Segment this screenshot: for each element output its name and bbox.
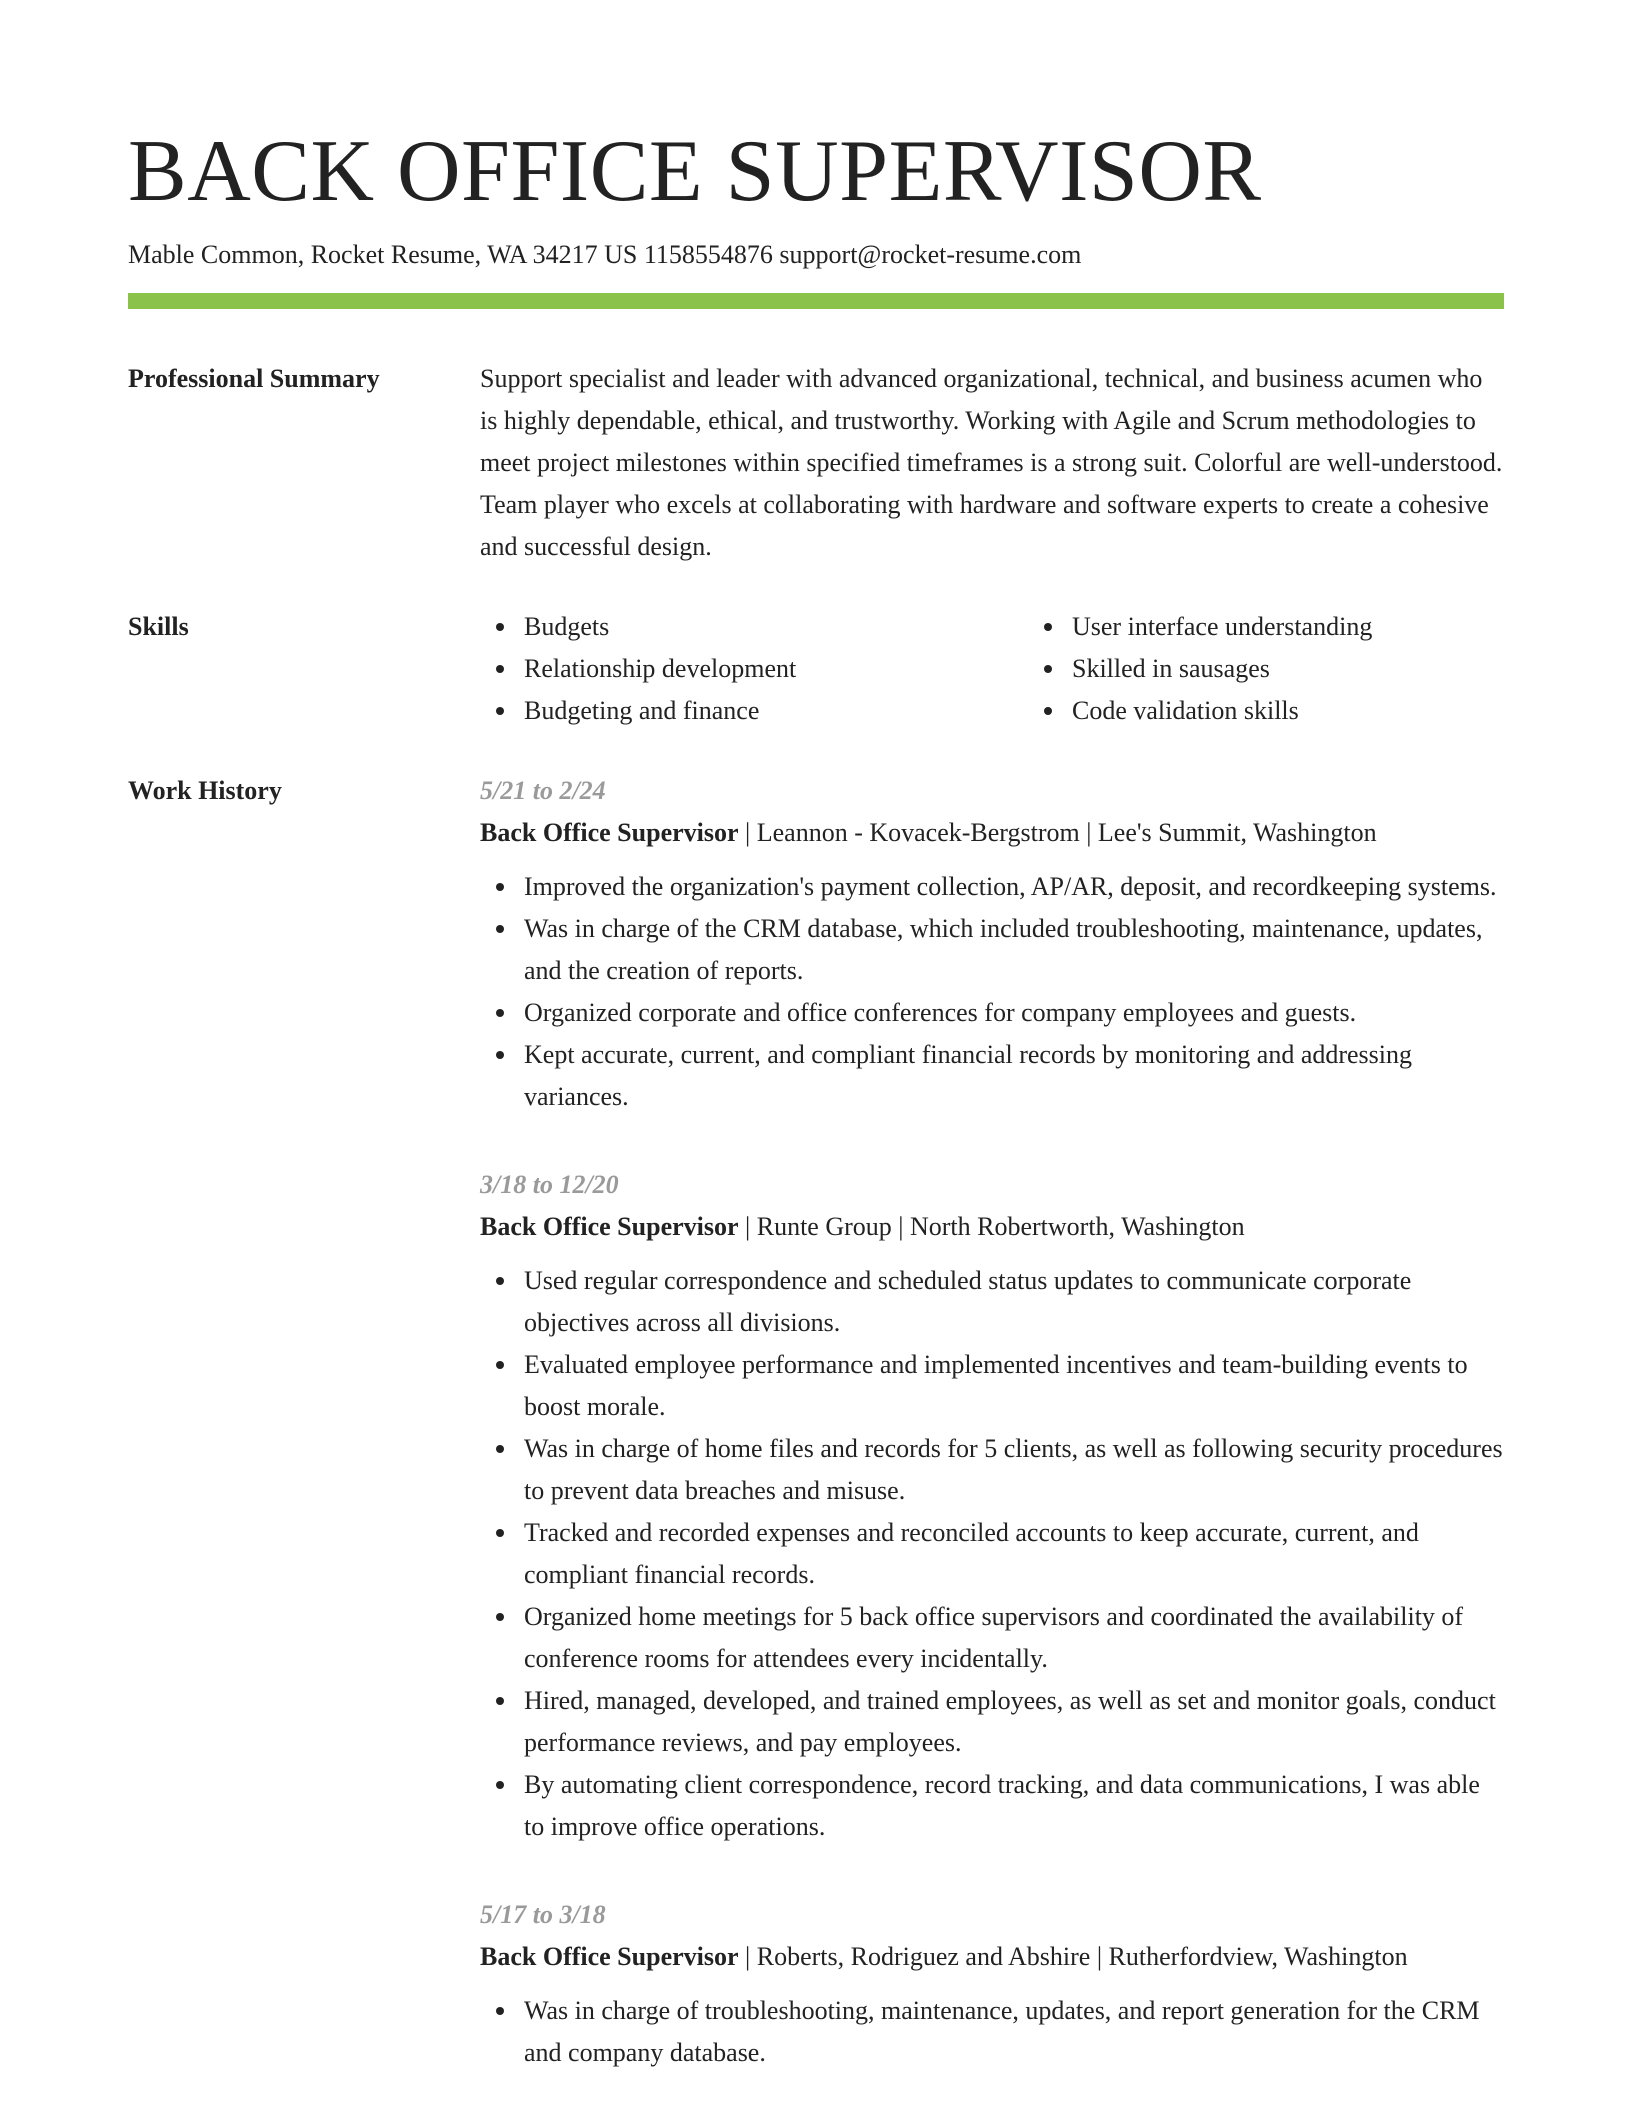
job-title: Back Office Supervisor <box>480 1942 739 1971</box>
skill-item: User interface understanding <box>1072 606 1576 648</box>
job-heading <box>480 1206 1504 1248</box>
job-bullets <box>480 1990 1504 2074</box>
job-employer-location: | Roberts, Rodriguez and Abshire | Rutherfordview, Washington <box>738 1942 1408 1971</box>
job-title: Back Office Supervisor <box>480 1212 739 1241</box>
job-bullet: Organized home meetings for 5 back office supervisors and coordinated the availability of conference rooms for attendees every incidentally. <box>524 1596 1504 1680</box>
job-bullet: Hired, managed, developed, and trained employees, as well as set and monitor goals, conduct performance reviews, and pay employees. <box>524 1680 1504 1764</box>
summary-label: Professional Summary <box>128 364 380 393</box>
job-bullet: Kept accurate, current, and compliant financial records by monitoring and addressing variances. <box>524 1034 1504 1118</box>
work-history-label: Work History <box>128 776 282 805</box>
job-entry <box>480 770 1504 1118</box>
job-bullet: Used regular correspondence and scheduled status updates to communicate corporate objectives across all divisions. <box>524 1260 1504 1344</box>
job-bullets <box>480 866 1504 1118</box>
work-history-section <box>128 770 1504 2120</box>
skills-section <box>128 606 1504 732</box>
resume-name: BACK OFFICE SUPERVISOR <box>128 123 1262 220</box>
job-bullet: Evaluated employee performance and implemented incentives and team-building events to boost morale. <box>524 1344 1504 1428</box>
job-bullet: By automating client correspondence, record tracking, and data communications, I was able to improve office operations. <box>524 1764 1504 1848</box>
skill-item: Budgeting and finance <box>524 690 1028 732</box>
skill-item: Budgets <box>524 606 1028 648</box>
job-bullet: Tracked and recorded expenses and reconciled accounts to keep accurate, current, and compliant financial records. <box>524 1512 1504 1596</box>
skills-column-1 <box>480 606 1028 732</box>
contact-info: Mable Common, Rocket Resume, WA 34217 US 1158554876 support@rocket-resume.com <box>128 240 1082 269</box>
job-employer-location: | Runte Group | North Robertworth, Washington <box>738 1212 1245 1241</box>
job-bullets <box>480 1260 1504 1848</box>
skills-column-2 <box>1028 606 1576 732</box>
job-bullet: Was in charge of home files and records for 5 clients, as well as following security procedures to prevent data breaches and misuse. <box>524 1428 1504 1512</box>
skill-item: Relationship development <box>524 648 1028 690</box>
skills-label: Skills <box>128 612 189 641</box>
job-bullet: Improved the organization's payment collection, AP/AR, deposit, and recordkeeping systems. <box>524 866 1504 908</box>
resume-page <box>128 120 1504 2120</box>
job-dates: 3/18 to 12/20 <box>480 1170 619 1199</box>
job-title: Back Office Supervisor <box>480 818 739 847</box>
job-heading <box>480 812 1504 854</box>
job-dates: 5/21 to 2/24 <box>480 776 606 805</box>
job-dates: 5/17 to 3/18 <box>480 1900 606 1929</box>
job-entry <box>480 1894 1504 2074</box>
summary-section <box>128 358 1504 568</box>
skill-item: Code validation skills <box>1072 690 1576 732</box>
work-history-list <box>480 770 1504 2120</box>
summary-text: Support specialist and leader with advanced organizational, technical, and business acumen who is highly dependable, ethical, and trustworthy. Working with Agile and Scrum methodologies to meet project milestones within specified timeframes is a strong suit. Colorful are well-understood. Team player who excels at collaborating with hardware and software experts to create a cohesive and successful design. <box>480 364 1503 561</box>
job-bullet: Was in charge of troubleshooting, maintenance, updates, and report generation for the CRM and company database. <box>524 1990 1504 2074</box>
job-heading <box>480 1936 1504 1978</box>
skill-item: Skilled in sausages <box>1072 648 1576 690</box>
job-employer-location: | Leannon - Kovacek-Bergstrom | Lee's Summit, Washington <box>738 818 1377 847</box>
job-bullet: Was in charge of the CRM database, which included troubleshooting, maintenance, updates, and the creation of reports. <box>524 908 1504 992</box>
skills-columns <box>480 606 1576 732</box>
job-bullet: Organized corporate and office conferences for company employees and guests. <box>524 992 1504 1034</box>
header-divider <box>128 293 1504 309</box>
job-entry <box>480 1164 1504 1848</box>
